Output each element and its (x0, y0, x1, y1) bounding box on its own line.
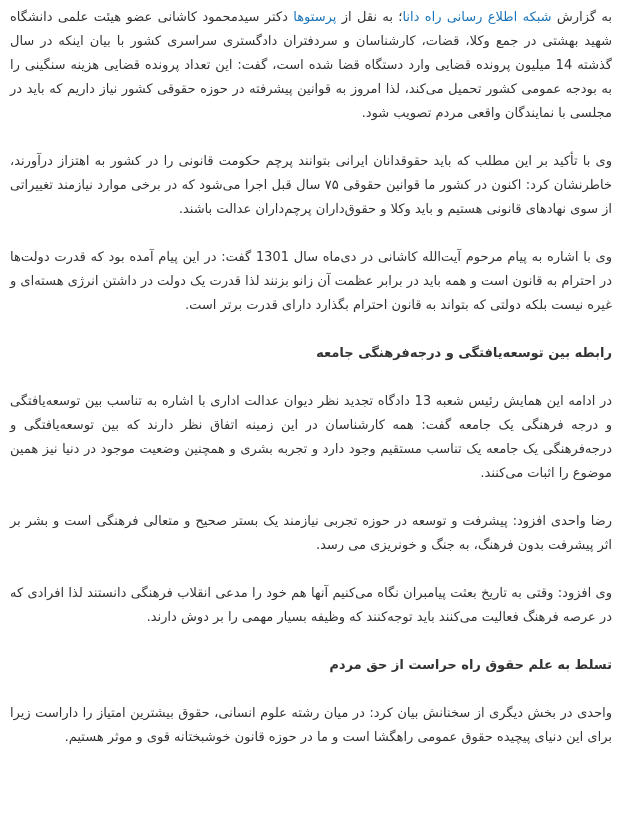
paragraph-spacer (10, 558, 612, 582)
paragraph-spacer (10, 366, 612, 390)
article-paragraph-7: واحدی در بخش دیگری از سخنانش بیان کرد: در میان رشته علوم انسانی، حقوق بیشترین امتیاز را داراست زیرا برای این دنیای پیچیده حقوق عمومی راهگشا است و ما در حوزه قانون خوشبختانه قوی و موثر هستیم. (10, 706, 612, 745)
article-paragraph-4: در ادامه این همایش رئیس شعبه 13 دادگاه تجدید نظر دیوان عدالت اداری با اشاره به تناسب بین توسعه‌یافتگی و درجه فرهنگی یک جامعه گفت: همه کارشناسان در این زمینه اتفاق نظر دارند که بین توسعه‌یافتگی و درجه‌فرهنگی یک جامعه یک تناسب مستقیم وجود دارد و تجربه بشری و همچنین وضعیت موجود در دنیا نیز همین موضوع را اثبات می‌کنند. (10, 394, 613, 481)
paragraph-spacer (10, 222, 612, 246)
article-paragraph-2: وی با تأکید بر این مطلب که باید حقوقدانان ایرانی بتوانند پرچم حکومت قانونی را در کشور به اهتزاز درآورند، خاطرنشان کرد: اکنون در کشور ما قوانین حقوقی ۷۵ سال قبل اجرا می‌شود که در برخی موارد نیازمند تغییراتی از سوی نهادهای قانونی هستیم و باید وکلا و حقوق‌داران پرچم‌داران عدالت باشند. (10, 154, 612, 217)
article-paragraph-1 (10, 0, 612, 126)
paragraph-spacer (10, 678, 612, 702)
source-link[interactable]: پرستوها (293, 10, 337, 25)
article-paragraph-5: رضا واحدی افزود: پیشرفت و توسعه در حوزه تجربی نیازمند یک بستر صحیح و متعالی فرهنگی است و بشر بر اثر پیشرفت بدون فرهنگ، به جنگ و خونریزی می رسد. (10, 514, 612, 553)
article-paragraph-6: وی افزود: وقتی به تاریخ بعثت پیامبران نگاه می‌کنیم آنها هم خود را مدعی انقلاب فرهنگی دانستند لذا افرادی که در عرصه فرهنگ فعالیت می‌کنند باید توجه‌کنند که وظیفه بسیار مهمی را بر دوش دارند. (10, 586, 612, 625)
paragraph-1-body: دکتر سیدمحمود کاشانی عضو هیئت علمی دانشگاه شهید بهشتی در جمع وکلا، قضات، کارشناسان و سردفتران دادگستری سراسری کشور با بیان اینکه در سال گذشته 14 میلیون پرونده قضایی وارد دستگاه قضا شده است، گفت: این تعداد پرونده قضایی هزینه سنگینی را به بودجه عمومی کشور تحمیل می‌کند، لذا امروز به قوانین پیشرفته در حوزه حقوقی کشور نیاز داریم که باید در مجلسی با نمایندگان واقعی مردم تصویب شود. (10, 10, 612, 121)
article-paragraph-3: وی با اشاره به پیام مرحوم آیت‌الله کاشانی در دی‌ماه سال 1301 گفت: در این پیام آمده بود که قدرت دولت‌ها در احترام به قانون است و همه باید در برابر عظمت آن زانو بزنند لذا قدرت یک دولت در داشتن انرژی هسته‌ای و غیره نیست بلکه دولتی که بتواند به قانون احترام بگذارد دارای قدرت برتر است. (10, 250, 613, 313)
paragraph-spacer (10, 630, 612, 654)
paragraph-spacer (10, 318, 612, 342)
paragraph-1-connector: ؛ به نقل از (336, 10, 403, 25)
paragraph-1-intro: به گزارش (551, 10, 612, 25)
news-agency-link[interactable]: شبکه اطلاع رسانی راه دانا (402, 10, 552, 25)
paragraph-spacer (10, 126, 612, 150)
section-heading-law-mastery: تسلط به علم حقوق راه حراست از حق مردم (329, 658, 612, 673)
paragraph-spacer (10, 486, 612, 510)
section-heading-development-culture: رابطه بین توسعه‌یافتگی و درجه‌فرهنگی جامعه (316, 346, 612, 361)
